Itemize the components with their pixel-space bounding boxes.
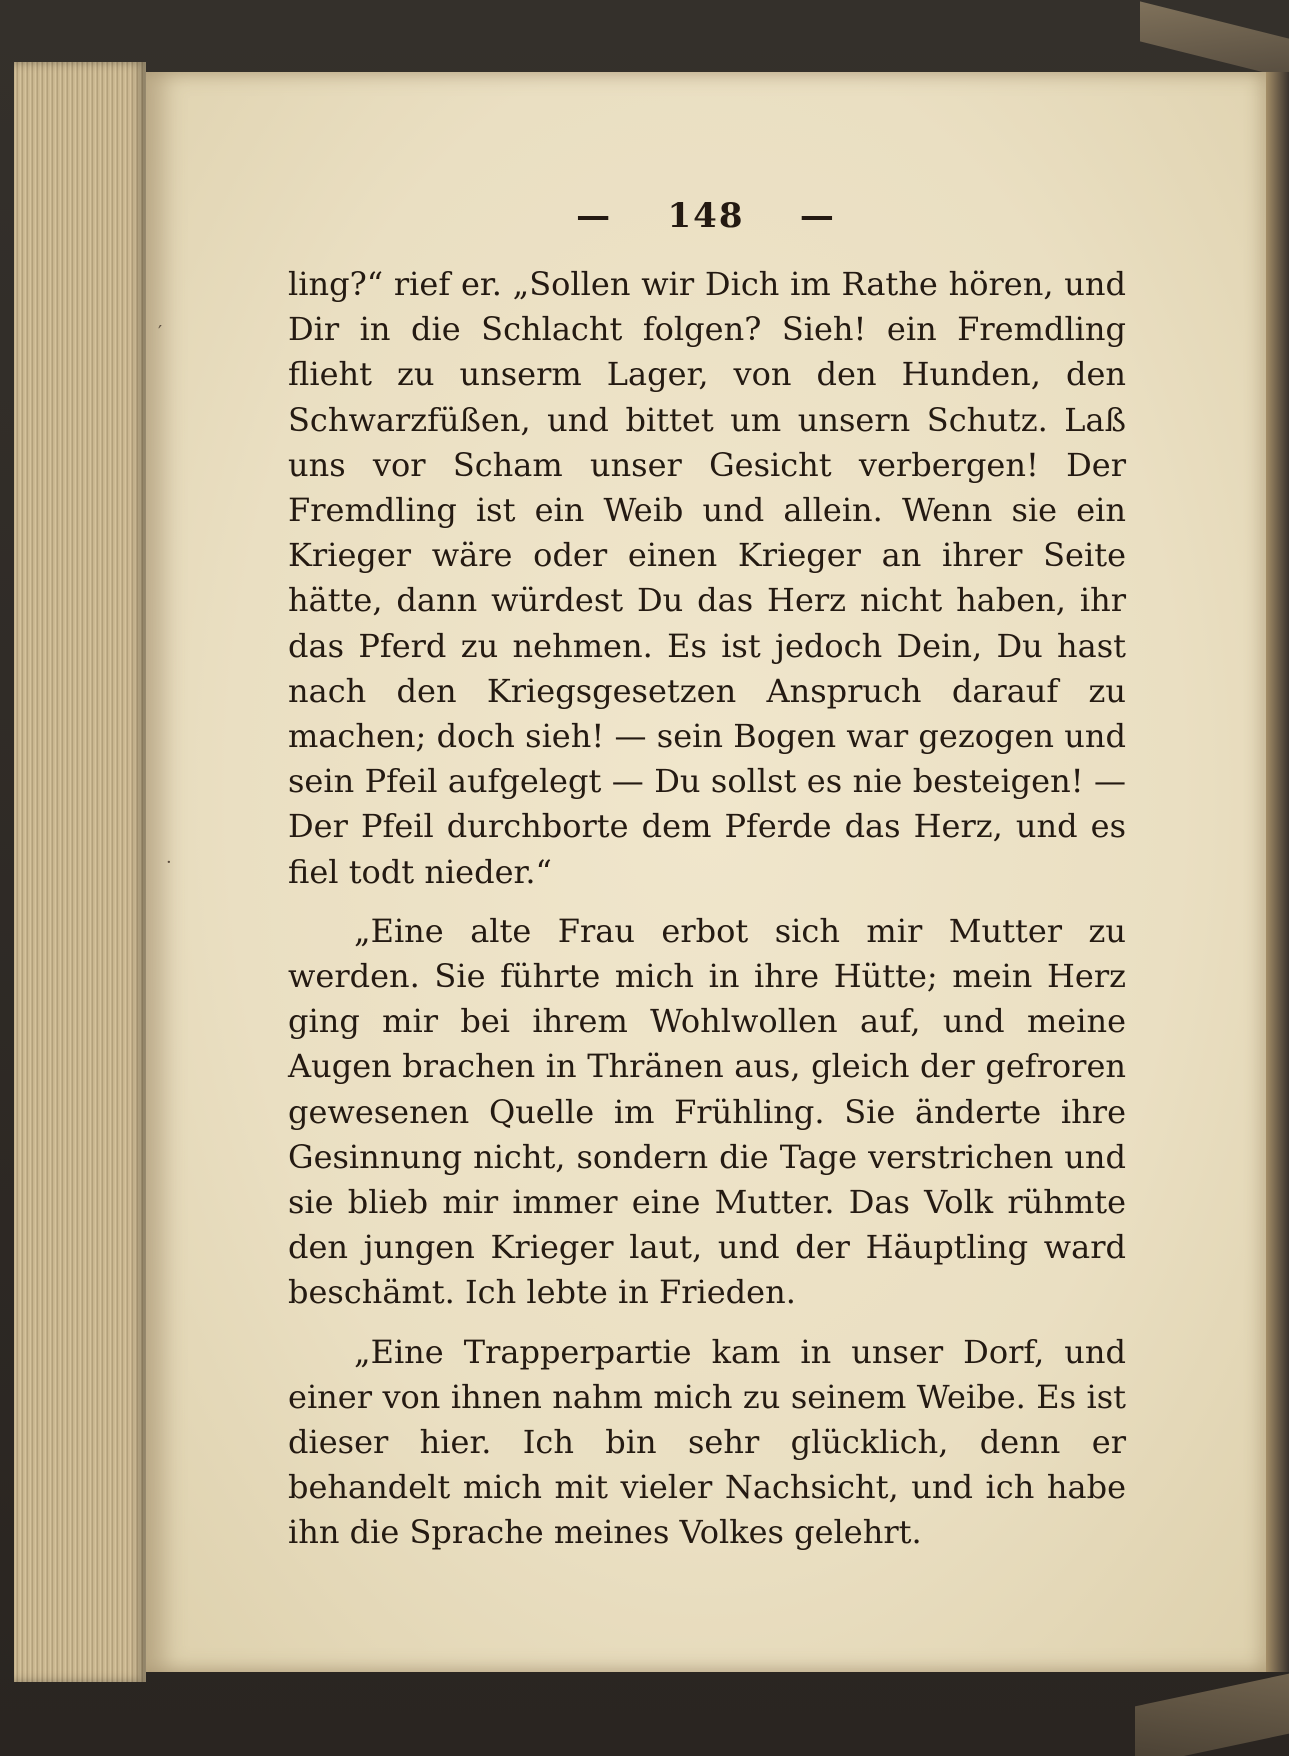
page-edges-left [14, 62, 146, 1682]
header-dash-right: — [799, 196, 836, 236]
page-header [146, 196, 1266, 236]
page-right-edge [1266, 72, 1289, 1672]
paragraph-3: „Eine Trapperpartie kam in unser Dorf, und einer von ihnen nahm mich zu seinem Weibe. Es ist dieser hier. Ich bin sehr glücklich, denn er behandelt mich mit vieler Nachsicht, und ich habe ihn die Sprache meines Volkes gelehrt. [288, 1332, 1126, 1552]
margin-mark: · [166, 852, 172, 873]
header-dash-left: — [576, 196, 613, 236]
paragraph-1: ling?“ rief er. „Sollen wir Dich im Rathe hören, und Dir in die Schlacht folgen? Sieh! ein Fremdling flieht zu unserm Lager, von den Hunden, den Schwarzfüßen, und bittet um unsern Schutz. Laß uns vor Scham unser Gesicht verbergen! Der Fremdling ist ein Weib und allein. Wenn sie ein Krieger wäre oder einen Krieger an ihrer Seite hätte, dann würdest Du das Herz nicht haben, ihr das Pferd zu nehmen. Es ist jedoch Dein, Du hast nach den Kriegsgesetzen Anspruch darauf zu machen; doch sieh! — sein Bogen war gezogen und sein Pfeil aufgelegt — Du sollst es nie besteigen! — Der Pfeil durchborte dem Pferde das Herz, und es fiel todt nieder.“ [288, 265, 1126, 891]
paragraph-2: „Eine alte Frau erbot sich mir Mutter zu werden. Sie führte mich in ihre Hütte; mein Herz ging mir bei ihrem Wohlwollen auf, und meine Augen brachen in Thränen aus, gleich der gefroren gewesenen Quelle im Frühling. Sie änderte ihre Gesinnung nicht, sondern die Tage verstrichen und sie blieb mir immer eine Mutter. Das Volk rühmte den jungen Krieger laut, und der Häuptling ward beschämt. Ich lebte in Frieden. [288, 911, 1126, 1312]
margin-mark: ′ [158, 322, 163, 343]
body-text [288, 262, 1126, 1556]
page-number: 148 [667, 196, 745, 236]
